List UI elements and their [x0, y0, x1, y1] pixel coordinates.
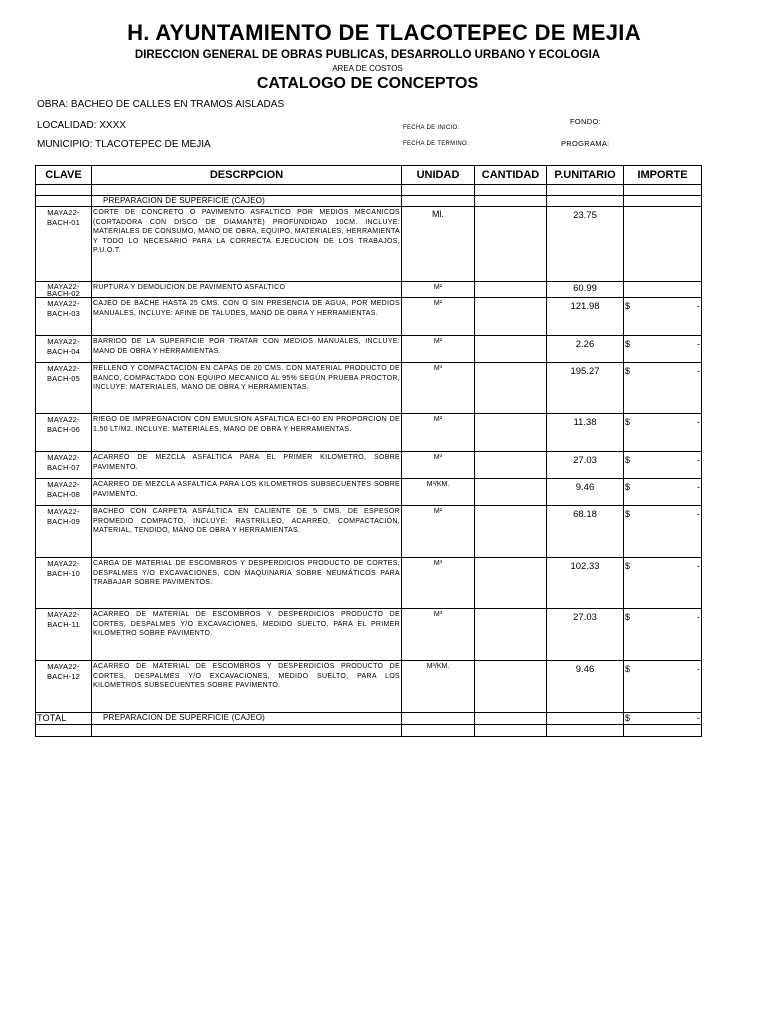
row-unidad: M³: [402, 452, 475, 479]
row-clave: MAYA22- BACH-11: [36, 609, 92, 661]
table-row: [36, 558, 702, 609]
total-importe-currency: $: [625, 713, 631, 723]
row-clave: MAYA22- BACH-09: [36, 506, 92, 558]
department-subtitle: DIRECCION GENERAL DE OBRAS PUBLICAS, DESARROLLO URBANO Y ECOLOGIA: [134, 49, 601, 61]
row-importe: [624, 298, 702, 336]
row-clave: MAYA22- BACH-02: [36, 282, 92, 298]
table-header-row: [36, 166, 702, 185]
localidad-label: LOCALIDAD: XXXX: [37, 120, 126, 131]
row-importe-value: -: [697, 561, 700, 571]
row-unidad: M²: [402, 298, 475, 336]
row-unidad: M²: [402, 336, 475, 363]
table-row: [36, 452, 702, 479]
row-importe-value: -: [697, 417, 700, 427]
row-punitario: 195.27: [547, 363, 624, 414]
row-importe-value: -: [697, 482, 700, 492]
total-importe-value: -: [697, 713, 700, 723]
row-descripcion: ACARREO DE MEZCLA ASFALTICA PARA LOS KILOMETROS SUBSECUENTES SOBRE PAVIMENTO.: [92, 479, 402, 506]
section-label: PREPARACION DE SUPERFICIE (CAJEO): [92, 196, 402, 207]
row-punitario: 9.46: [547, 661, 624, 713]
row-importe: [624, 336, 702, 363]
row-clave: MAYA22- BACH-01: [36, 207, 92, 282]
row-punitario: 27.03: [547, 609, 624, 661]
row-importe-currency: $: [625, 561, 631, 571]
row-importe: [624, 282, 702, 298]
row-cantidad: [475, 661, 547, 713]
table-row: [36, 661, 702, 713]
row-clave: MAYA22- BACH-10: [36, 558, 92, 609]
row-clave: MAYA22- BACH-12: [36, 661, 92, 713]
programa-label: PROGRAMA:: [561, 139, 610, 148]
row-punitario: 9.46: [547, 479, 624, 506]
row-descripcion: CARGA DE MATERIAL DE ESCOMBROS Y DESPERDICIOS PRODUCTO DE CORTES, DESPALMES Y/O EXCAVACIONES, CON MAQUINARIA SOBRE NEUMÁTICOS PARA TRABAJAR SOBRE PAVIMENTOS.: [92, 558, 402, 609]
row-importe-currency: $: [625, 301, 631, 311]
row-punitario: 27.03: [547, 452, 624, 479]
row-cantidad: [475, 298, 547, 336]
header-importe: IMPORTE: [624, 166, 702, 185]
row-importe-currency: $: [625, 509, 631, 519]
row-punitario: 23.75: [547, 207, 624, 282]
row-clave: MAYA22- BACH-05: [36, 363, 92, 414]
catalog-heading: CATALOGO DE CONCEPTOS: [256, 75, 479, 92]
total-section-label: PREPARACION DE SUPERFICIE (CAJEO): [92, 713, 402, 725]
row-importe-value: -: [697, 612, 700, 622]
document-title: H. AYUNTAMIENTO DE TLACOTEPEC DE MEJIA: [127, 20, 641, 45]
row-importe: [624, 558, 702, 609]
row-importe-value: -: [697, 509, 700, 519]
row-importe: [624, 363, 702, 414]
row-unidad: M²: [402, 282, 475, 298]
row-importe: [624, 661, 702, 713]
row-importe-value: -: [697, 339, 700, 349]
row-descripcion: ACARREO DE MEZCLA ASFALTICA PARA EL PRIMER KILOMETRO, SOBRE PAVIMENTO.: [92, 452, 402, 479]
row-importe-currency: $: [625, 612, 631, 622]
total-importe: [624, 713, 702, 725]
municipio-label: MUNICIPIO: TLACOTEPEC DE MEJIA: [37, 139, 211, 150]
row-unidad: M³: [402, 609, 475, 661]
row-importe-currency: $: [625, 455, 631, 465]
row-importe: [624, 506, 702, 558]
row-punitario: 2.26: [547, 336, 624, 363]
row-cantidad: [475, 479, 547, 506]
row-unidad: M³: [402, 558, 475, 609]
row-cantidad: [475, 506, 547, 558]
table-row: [36, 506, 702, 558]
table-row: [36, 363, 702, 414]
concepts-table: [35, 165, 702, 737]
obra-label: OBRA: BACHEO DE CALLES EN TRAMOS AISLADAS: [37, 99, 285, 110]
row-unidad: M³/KM.: [402, 479, 475, 506]
header-punitario: P.UNITARIO: [547, 166, 624, 185]
table-row: [36, 282, 702, 298]
row-cantidad: [475, 336, 547, 363]
row-cantidad: [475, 558, 547, 609]
row-punitario: 11.38: [547, 414, 624, 452]
row-importe-currency: $: [625, 482, 631, 492]
row-unidad: M²: [402, 506, 475, 558]
row-descripcion: RELLENO Y COMPACTACIÓN EN CAPAS DE 20 CMS. CON MATERIAL PRODUCTO DE BANCO, COMPACTADO CON EQUIPO MECANICO AL 95% SEGÚN PRUEBA PROCTOR, INCLUYE: MATERIALES, MANO DE OBRA Y HERRAMIENTAS.: [92, 363, 402, 414]
row-cantidad: [475, 609, 547, 661]
section-row: [36, 196, 702, 207]
fondo-label: FONDO:: [570, 117, 601, 126]
row-importe: [624, 479, 702, 506]
row-unidad: M³/KM.: [402, 661, 475, 713]
row-importe-value: -: [697, 455, 700, 465]
header-clave: CLAVE: [36, 166, 92, 185]
row-punitario: 60.99: [547, 282, 624, 298]
row-unidad: M³: [402, 363, 475, 414]
row-clave: MAYA22- BACH-04: [36, 336, 92, 363]
table-row: [36, 207, 702, 282]
table-row: [36, 336, 702, 363]
row-descripcion: CORTE DE CONCRETO O PAVIMENTO ASFALTICO POR MEDIOS MECANICOS (CORTADORA CON DISCO DE DIAMANTE) PROFUNDIDAD 10CM. INCLUYE: MATERIALES DE CONSUMO, MANO DE OBRA, EQUIPO, MATERIALES, HERRAMIENTA Y TODO LO NECESARIO PARA LA CORRECTA EJECUCION DE LOS TRABAJOS, P.U.O.T.: [92, 207, 402, 282]
row-punitario: 121.98: [547, 298, 624, 336]
row-importe: [624, 452, 702, 479]
row-punitario: 68.18: [547, 506, 624, 558]
row-importe-value: -: [697, 301, 700, 311]
row-importe-currency: $: [625, 664, 631, 674]
row-clave: MAYA22- BACH-08: [36, 479, 92, 506]
row-unidad: M²: [402, 414, 475, 452]
fecha-inicio-label: FECHA DE INICIO:: [403, 125, 460, 131]
row-descripcion: RIEGO DE IMPREGNACION CON EMULSION ASFALTICA ECI-60 EN PROPORCION DE 1.50 LT/M2. INCLUYE: MATERIALES, MANO DE OBRA Y HERRAMIENTAS.: [92, 414, 402, 452]
row-importe: [624, 207, 702, 282]
row-descripcion: ACARREO DE MATERIAL DE ESCOMBROS Y DESPERDICIOS PRODUCTO DE CORTES, DESPALMES Y/O EXCAVACIONES, MEDIDO SUELTO, PARA EL PRIMER KILOMETRO SOBRE PAVIMENTO.: [92, 609, 402, 661]
row-descripcion: ACARREO DE MATERIAL DE ESCOMBROS Y DESPERDICIOS PRODUCTO DE CORTES, DESPALMES Y/O EXCAVACIONES, MEDIDO SUELTO, PARA LOS KILOMETROS SUBSECUENTES SOBRE PAVIMENTO.: [92, 661, 402, 713]
header-cantidad: CANTIDAD: [475, 166, 547, 185]
row-cantidad: [475, 414, 547, 452]
row-importe-value: -: [697, 664, 700, 674]
row-cantidad: [475, 363, 547, 414]
table-row: [36, 479, 702, 506]
spacer-row: [36, 185, 702, 196]
row-descripcion: RUPTURA Y DEMOLICION DE PAVIMENTO ASFALTICO: [92, 282, 402, 298]
header-descripcion: DESCRPCION: [92, 166, 402, 185]
table-row: [36, 414, 702, 452]
row-cantidad: [475, 282, 547, 298]
row-cantidad: [475, 452, 547, 479]
row-descripcion: CAJEO DE BACHE HASTA 25 CMS. CON O SIN PRESENCIA DE AGUA, POR MEDIOS MANUALES, INCLUYE: AFINE DE TALUDES, MANO DE OBRA Y HERRAMIENTAS.: [92, 298, 402, 336]
total-row: [36, 713, 702, 725]
row-clave: MAYA22- BACH-06: [36, 414, 92, 452]
row-unidad: Ml.: [402, 207, 475, 282]
row-descripcion: BACHEO CON CARPETA ASFÁLTICA EN CALIENTE DE 5 CMS. DE ESPESOR PROMEDIO COMPACTO, INCLUYE: RASTRILLEO, ACARREO, COMPACTACIÓN, MATERIAL, TENDIDO, MANO DE OBRA Y HERRAMIENTAS.: [92, 506, 402, 558]
row-importe-value: -: [697, 366, 700, 376]
row-punitario: 102.33: [547, 558, 624, 609]
header-unidad: UNIDAD: [402, 166, 475, 185]
row-clave: MAYA22- BACH-03: [36, 298, 92, 336]
fecha-termino-label: FECHA DE TERMINO:: [403, 141, 469, 147]
row-importe: [624, 414, 702, 452]
table-row: [36, 298, 702, 336]
area-label: AREA DE COSTOS: [332, 64, 403, 73]
row-descripcion: BARRIDO DE LA SUPERFICIE POR TRATAR CON MEDIOS MANUALES, INCLUYE: MANO DE OBRA Y HERRAMIENTAS.: [92, 336, 402, 363]
table-row: [36, 609, 702, 661]
row-importe-currency: $: [625, 366, 631, 376]
total-label: TOTAL: [36, 713, 92, 725]
row-importe: [624, 609, 702, 661]
row-clave: MAYA22- BACH-07: [36, 452, 92, 479]
row-importe-currency: $: [625, 339, 631, 349]
row-importe-currency: $: [625, 417, 631, 427]
row-cantidad: [475, 207, 547, 282]
trailing-empty-row: [36, 725, 702, 737]
